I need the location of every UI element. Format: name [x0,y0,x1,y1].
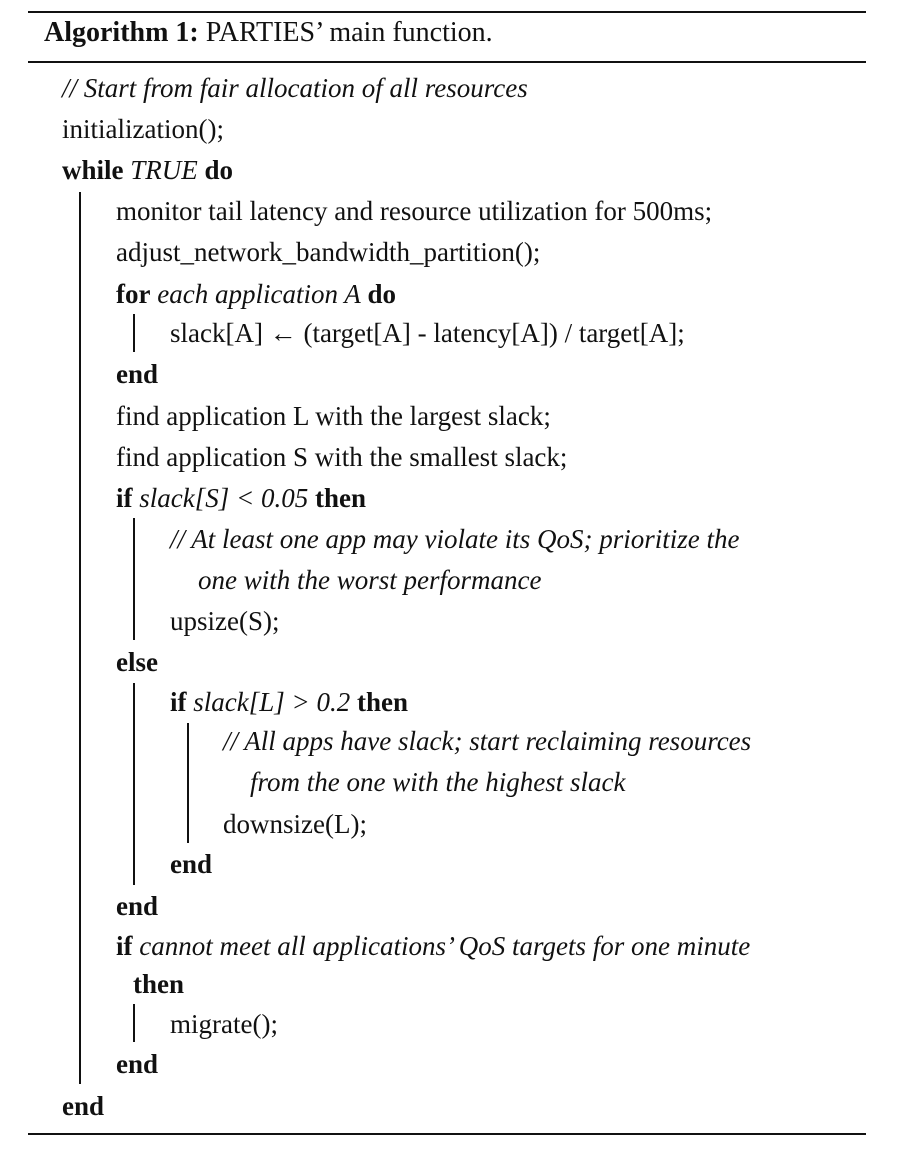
for-condition: each application A [157,279,361,309]
for-header [116,276,396,312]
keyword-else: else [116,647,158,677]
while-block-bar [79,192,81,1084]
caption-rule [28,61,866,63]
if-header-2 [170,684,408,720]
end-for: end [116,359,159,389]
line-downsize: downsize(L); [223,809,367,839]
line-upsize: upsize(S); [170,606,280,636]
if1-block-bar [133,518,135,640]
if3-block-bar [133,1004,135,1042]
if1-condition: slack[S] < 0.05 [139,483,309,513]
end-if1: end [116,891,159,921]
keyword-for: for [116,279,151,309]
if2-condition: slack[L] > 0.2 [193,687,351,717]
line-find-smallest: find application S with the smallest slack; [116,442,568,472]
else-block-bar [133,683,135,885]
keyword-while: while [62,155,124,185]
keyword-do: do [367,279,396,309]
end-if3: end [116,1049,159,1079]
for-block-bar [133,314,135,352]
comment-reclaim-line2: from the one with the highest slack [250,767,626,797]
caption-text: PARTIES’ main function. [205,17,493,48]
top-rule [28,11,866,13]
comment-start: // Start from fair allocation of all resources [62,73,528,103]
keyword-if: if [116,483,133,513]
comment-reclaim-line1: // All apps have slack; start reclaiming resources [223,726,752,756]
keyword-then-3: then [133,969,185,999]
keyword-then: then [314,483,366,513]
keyword-then: then [356,687,408,717]
if3-condition: cannot meet all applications’ QoS targets for one minute [139,931,751,961]
end-if2: end [170,849,213,879]
line-initialization: initialization(); [62,114,224,144]
keyword-if: if [170,687,187,717]
if-header-3 [116,928,750,964]
end-while: end [62,1091,105,1121]
line-find-largest: find application L with the largest slack; [116,401,551,431]
if2-block-bar [187,723,189,843]
line-migrate: migrate(); [170,1009,278,1039]
while-condition: TRUE [130,155,198,185]
line-slack-calc: slack[A] ← (target[A] - latency[A]) / target[A]; [170,318,685,348]
keyword-do: do [204,155,234,185]
if-header-1 [116,480,366,516]
comment-qos-line1: // At least one app may violate its QoS; prioritize the [170,524,740,554]
line-adjust-bandwidth: adjust_network_bandwidth_partition(); [116,237,541,267]
algorithm-caption [44,15,493,51]
comment-qos-line2: one with the worst performance [198,565,542,595]
keyword-if: if [116,931,133,961]
while-header [62,152,233,188]
bottom-rule [28,1133,866,1135]
line-monitor: monitor tail latency and resource utilization for 500ms; [116,196,713,226]
caption-label: Algorithm 1: [44,17,199,48]
